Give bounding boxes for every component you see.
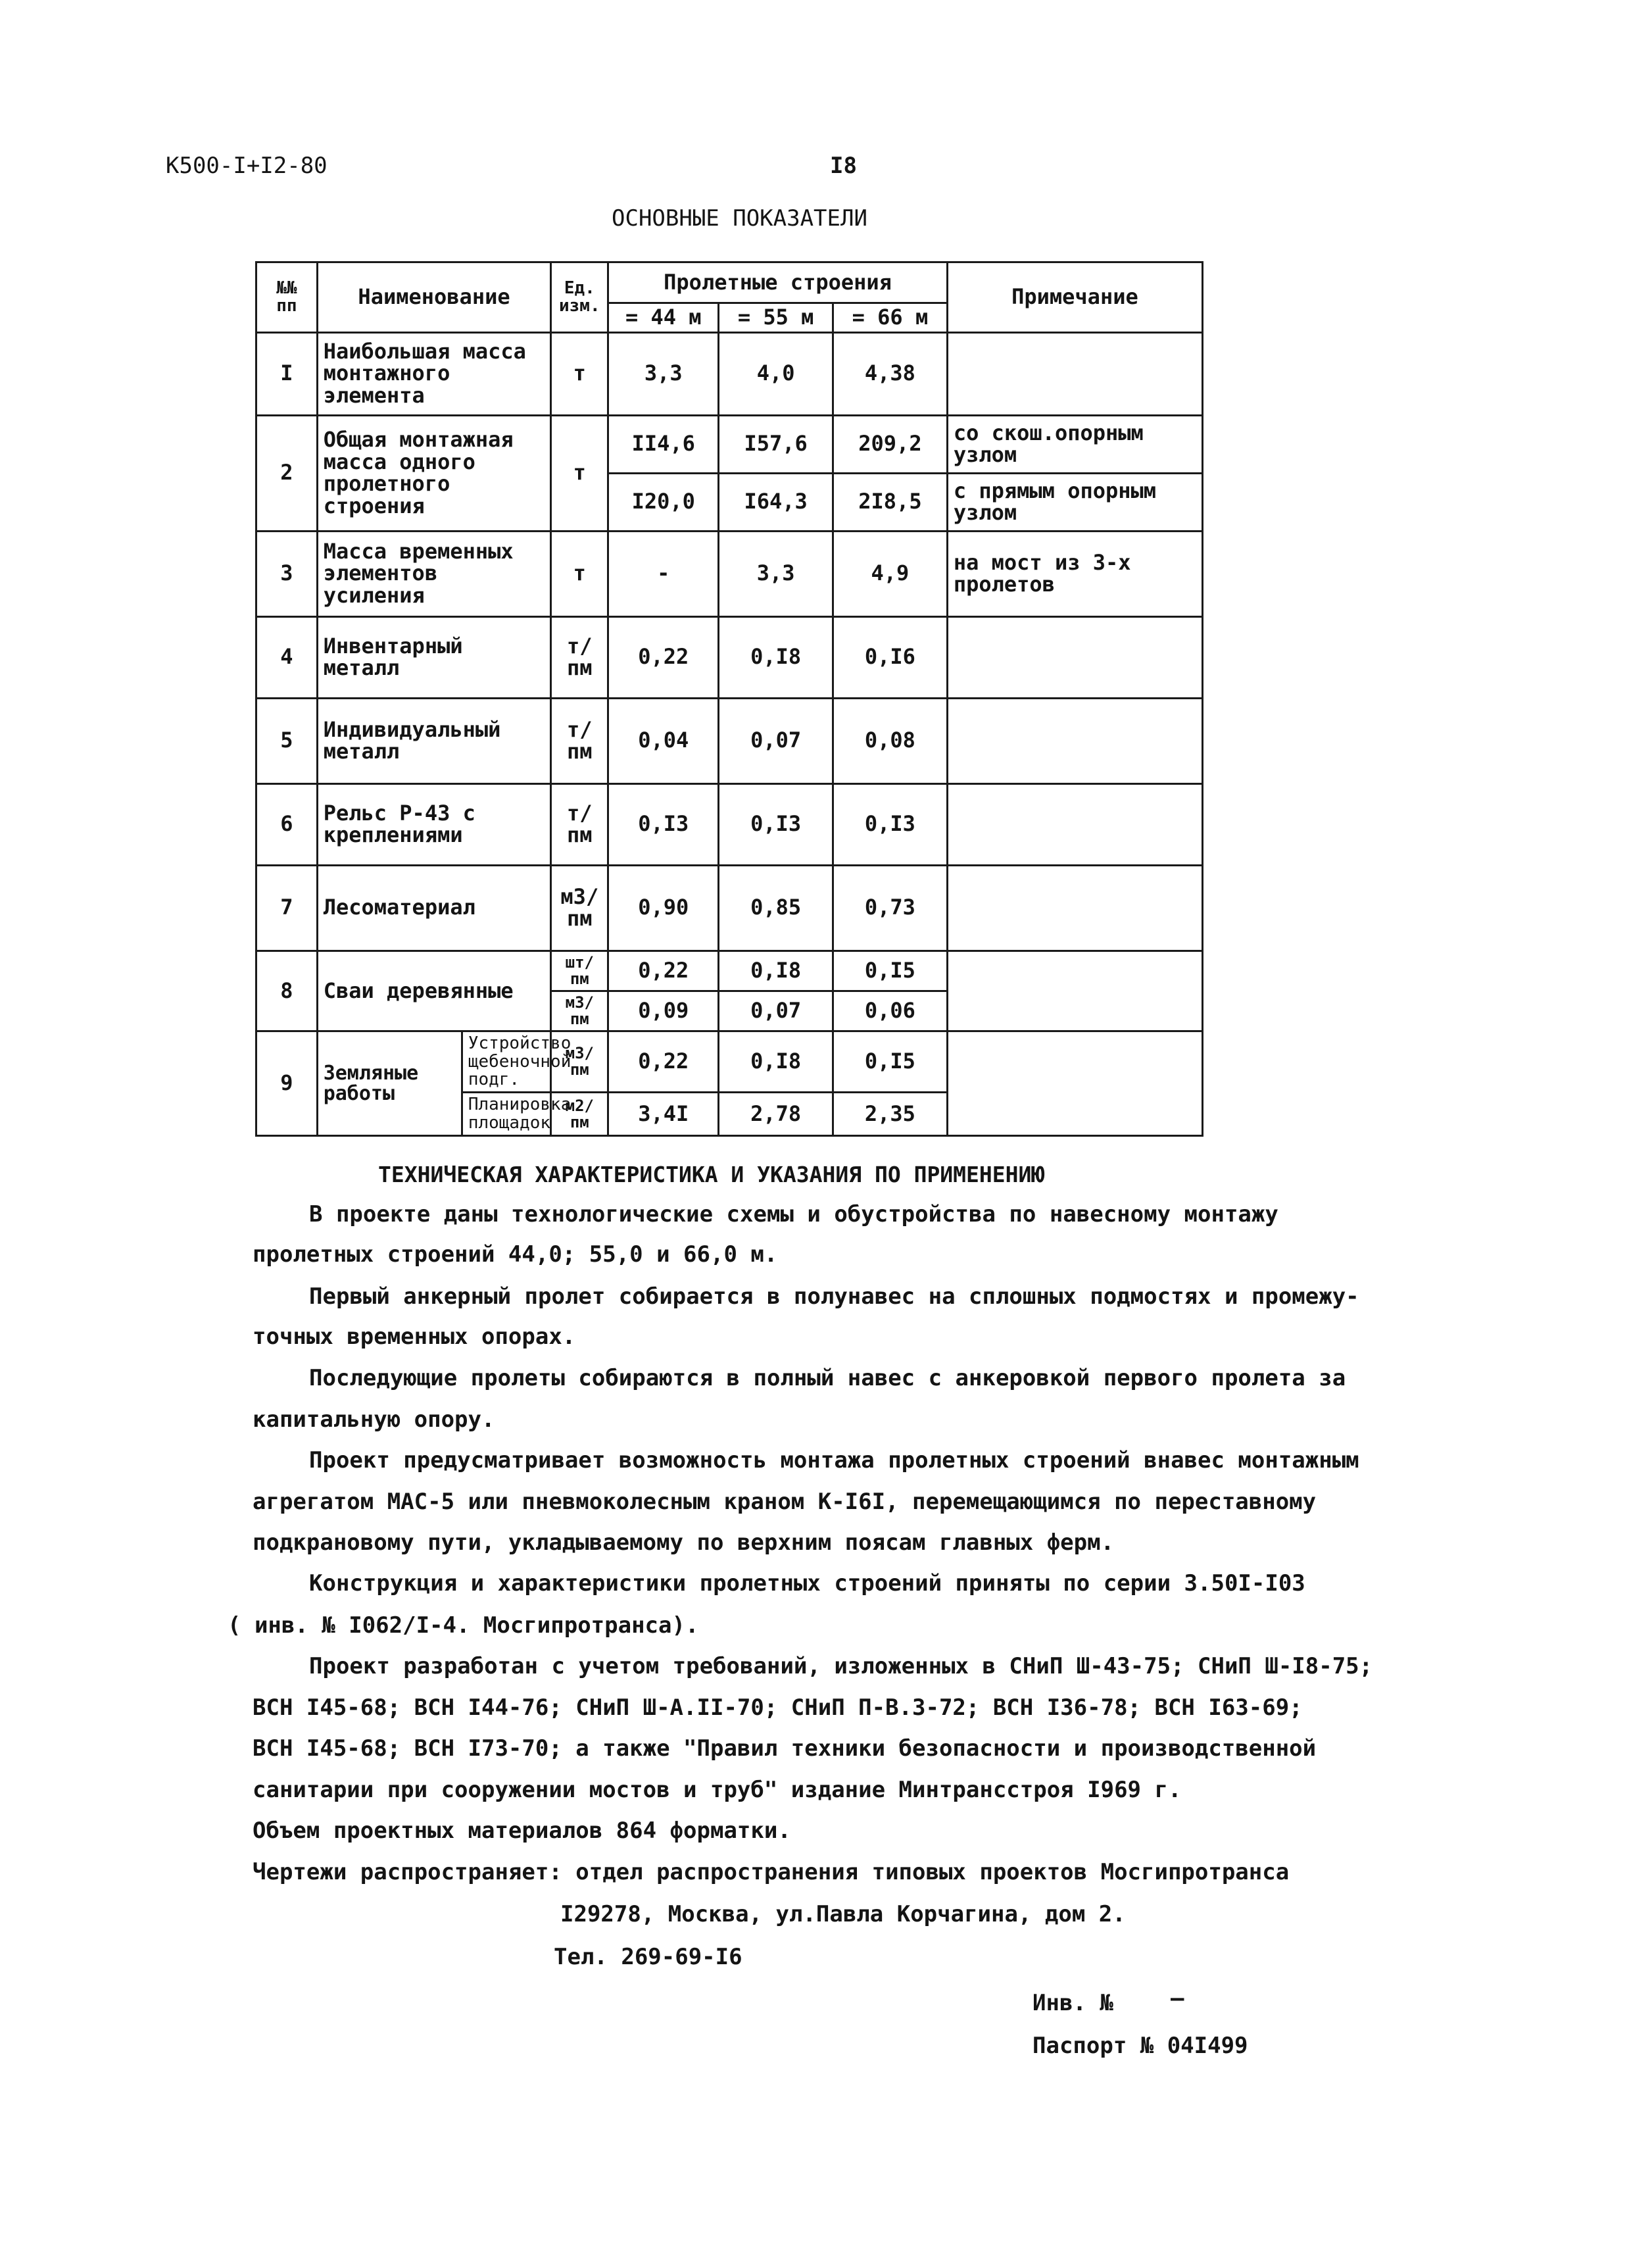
row-unit: м3/пм xyxy=(551,865,608,951)
header-spans-group: Пролетные строения xyxy=(608,262,948,303)
text-line: ВСН I45-68; ВСН I73-70; а также "Правил техники безопасности и производственной xyxy=(253,1735,1317,1762)
row-no: 2 xyxy=(256,415,318,531)
passport-number: Паспорт № 04I499 xyxy=(1032,2033,1248,2059)
text-line: ВСН I45-68; ВСН I44-76; СНиП Ш-А.II-70; СНиП П-В.3-72; ВСН I36-78; ВСН I63-69; xyxy=(253,1695,1303,1721)
table-row xyxy=(256,531,1203,616)
row-name: Сваи деревянные xyxy=(317,951,551,1031)
text-line: Чертежи распространяет: отдел распространения типовых проектов Мосгипротранса xyxy=(253,1859,1290,1885)
row-unit: т xyxy=(551,332,608,415)
row-note xyxy=(947,783,1202,865)
value-55: 0,I8 xyxy=(719,951,833,991)
value-66: 209,2 xyxy=(833,415,948,473)
row-unit: т xyxy=(551,531,608,616)
row-no: 9 xyxy=(256,1031,318,1136)
row-note xyxy=(947,698,1202,783)
text-line: Последующие пролеты собираются в полный навес с анкеровкой первого пролета за xyxy=(309,1365,1346,1391)
row-unit: т/пм xyxy=(551,783,608,865)
value-66: 0,08 xyxy=(833,698,948,783)
value-55: 0,I8 xyxy=(719,1031,833,1093)
indicators-table xyxy=(255,261,1203,1137)
value-44: 0,22 xyxy=(608,1031,719,1093)
row-note: с прямым опорным узлом xyxy=(947,473,1202,531)
row-no: 6 xyxy=(256,783,318,865)
table-row xyxy=(256,415,1203,473)
value-44: 0,04 xyxy=(608,698,719,783)
value-55: 0,I8 xyxy=(719,616,833,698)
row-no: 7 xyxy=(256,865,318,951)
row-unit: м2/пм xyxy=(551,1093,608,1136)
header-note: Примечание xyxy=(947,262,1202,333)
value-44: 3,3 xyxy=(608,332,719,415)
header-span-66: = 66 м xyxy=(833,303,948,333)
table-row xyxy=(256,783,1203,865)
value-66: 4,9 xyxy=(833,531,948,616)
row-unit: т/пм xyxy=(551,698,608,783)
value-55: 3,3 xyxy=(719,531,833,616)
row-unit: м3/пм xyxy=(551,1031,608,1093)
text-line: Объем проектных материалов 864 форматки. xyxy=(253,1818,791,1844)
table-row xyxy=(256,332,1203,415)
row-unit: т/пм xyxy=(551,616,608,698)
value-66: 0,I3 xyxy=(833,783,948,865)
value-55: 0,07 xyxy=(719,991,833,1031)
row-note: на мост из 3-х пролетов xyxy=(947,531,1202,616)
text-line: капитальную опору. xyxy=(253,1406,495,1433)
row-name: Лесоматериал xyxy=(317,865,551,951)
value-44: 0,22 xyxy=(608,951,719,991)
text-line: точных временных опорах. xyxy=(253,1324,576,1350)
value-55: 4,0 xyxy=(719,332,833,415)
doc-code: К500-I+I2-80 xyxy=(166,153,328,179)
row-note xyxy=(947,865,1202,951)
row-no: 8 xyxy=(256,951,318,1031)
row-name: Инвентарный металл xyxy=(317,616,551,698)
inventory-value: — xyxy=(1171,1985,1184,2012)
table-row xyxy=(256,616,1203,698)
header-span-55: = 55 м xyxy=(719,303,833,333)
section-title: ТЕХНИЧЕСКАЯ ХАРАКТЕРИСТИКА И УКАЗАНИЯ ПО ПРИМЕНЕНИЮ xyxy=(378,1162,1045,1187)
text-line: I29278, Москва, ул.Павла Корчагина, дом 2. xyxy=(560,1901,1126,1927)
text-line: санитарии при сооружении мостов и труб" издание Минтрансстроя I969 г. xyxy=(253,1777,1182,1803)
value-44: 0,22 xyxy=(608,616,719,698)
header-span-44: = 44 м xyxy=(608,303,719,333)
value-55: 0,85 xyxy=(719,865,833,951)
value-44: 0,I3 xyxy=(608,783,719,865)
text-line: Конструкция и характеристики пролетных строений приняты по серии 3.50I-I03 xyxy=(309,1570,1305,1597)
value-44: 3,4I xyxy=(608,1093,719,1136)
text-line: Первый анкерный пролет собирается в полунавес на сплошных подмостях и промежу- xyxy=(309,1283,1359,1310)
text-line: Проект разработан с учетом требований, изложенных в СНиП Ш-43-75; СНиП Ш-I8-75; xyxy=(309,1653,1373,1679)
value-66: 0,I5 xyxy=(833,951,948,991)
row-name: Наибольшая масса монтажного элемента xyxy=(317,332,551,415)
text-line: Тел. 269-69-I6 xyxy=(554,1944,742,1970)
text-line: Проект предусматривает возможность монтажа пролетных строений внавес монтажным xyxy=(309,1447,1359,1473)
value-44: II4,6 xyxy=(608,415,719,473)
row-note: со скош.опорным узлом xyxy=(947,415,1202,473)
row-unit: т xyxy=(551,415,608,531)
value-66: 0,73 xyxy=(833,865,948,951)
row-name: Индивидуальный металл xyxy=(317,698,551,783)
text-line: подкрановому пути, укладываемому по верхним поясам главных ферм. xyxy=(253,1529,1115,1556)
row-subname: Планировка площадок xyxy=(462,1093,551,1136)
row-name: Масса временных элементов усиления xyxy=(317,531,551,616)
row-no: I xyxy=(256,332,318,415)
value-66: 0,I6 xyxy=(833,616,948,698)
value-66: 0,06 xyxy=(833,991,948,1031)
row-name: Земляные работы xyxy=(317,1031,462,1136)
row-no: 5 xyxy=(256,698,318,783)
value-55: 0,07 xyxy=(719,698,833,783)
value-44: 0,09 xyxy=(608,991,719,1031)
page-title: ОСНОВНЫЕ ПОКАЗАТЕЛИ xyxy=(612,205,867,232)
text-line: агрегатом МАС-5 или пневмоколесным краном К-I6I, перемещающимся по переставному xyxy=(253,1489,1317,1515)
row-unit: шт/пм xyxy=(551,951,608,991)
value-55: 0,I3 xyxy=(719,783,833,865)
row-no: 4 xyxy=(256,616,318,698)
row-name: Рельс Р-43 с креплениями xyxy=(317,783,551,865)
value-66: 0,I5 xyxy=(833,1031,948,1093)
value-55: I64,3 xyxy=(719,473,833,531)
table-row xyxy=(256,865,1203,951)
page-number: I8 xyxy=(830,153,857,179)
header-no: №№ пп xyxy=(256,262,318,333)
table-row xyxy=(256,951,1203,991)
row-note xyxy=(947,951,1202,1031)
row-name: Общая монтажная масса одного пролетного строения xyxy=(317,415,551,531)
row-note xyxy=(947,1031,1202,1136)
value-66: 2I8,5 xyxy=(833,473,948,531)
value-66: 4,38 xyxy=(833,332,948,415)
inventory-label: Инв. № xyxy=(1032,1990,1113,2016)
row-note xyxy=(947,332,1202,415)
value-55: 2,78 xyxy=(719,1093,833,1136)
text-line: пролетных строений 44,0; 55,0 и 66,0 м. xyxy=(253,1241,778,1268)
row-no: 3 xyxy=(256,531,318,616)
text-line: В проекте даны технологические схемы и обустройства по навесному монтажу xyxy=(309,1201,1278,1227)
value-44: I20,0 xyxy=(608,473,719,531)
header-name: Наименование xyxy=(317,262,551,333)
value-44: 0,90 xyxy=(608,865,719,951)
value-66: 2,35 xyxy=(833,1093,948,1136)
row-note xyxy=(947,616,1202,698)
text-line: ( инв. № I062/I-4. Мосгипротранса). xyxy=(228,1612,699,1639)
header-unit: Ед. изм. xyxy=(551,262,608,333)
value-55: I57,6 xyxy=(719,415,833,473)
row-subname: Устройство щебеночной подг. xyxy=(462,1031,551,1093)
table-row xyxy=(256,698,1203,783)
row-unit: м3/пм xyxy=(551,991,608,1031)
value-44: - xyxy=(608,531,719,616)
table-row xyxy=(256,1031,1203,1093)
